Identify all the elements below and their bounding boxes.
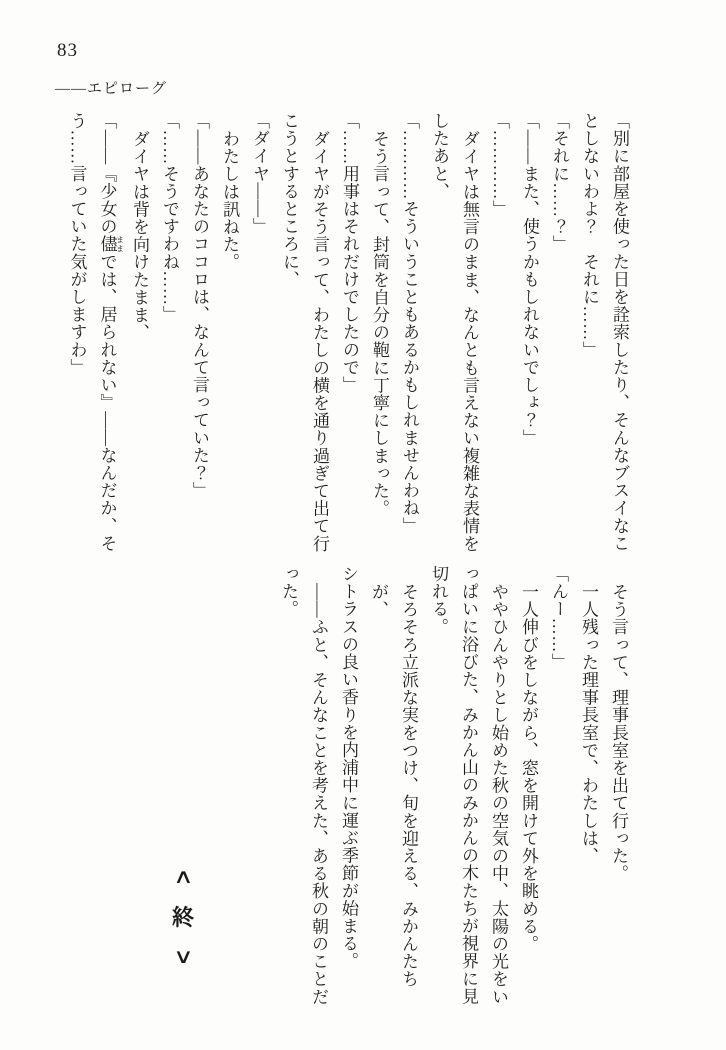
text-line: したあと、 <box>430 112 449 200</box>
text-line: 一人伸びをしながら、窓を開けて外を眺める。 <box>519 582 538 953</box>
text-line: ややひんやりとし始めた秋の空気の中、太陽の光をい <box>489 582 508 1005</box>
text-line: こうとするところに、 <box>280 112 299 288</box>
text-line: 「別に部屋を使った日を詮索したり、そんなブスイなこ <box>610 112 629 552</box>
text-line: ダイヤは無言のまま、なんとも言えない複雑な表情を <box>460 129 479 552</box>
text-line: そろそろ立派な実をつけ、旬を迎える、みかんたちが、 <box>369 582 418 988</box>
end-marker <box>160 864 206 969</box>
end-marker-open-bracket: ∧ <box>172 866 194 888</box>
text-line: 一人残った理事長室で、わたしは、 <box>579 582 598 865</box>
text-line: 「それに……？」 <box>550 112 569 253</box>
text-line: わたしは訊ねた。 <box>220 129 239 271</box>
end-marker-close-bracket: ∨ <box>172 946 194 968</box>
text-line: シトラスの良い香りを内浦中に運ぶ季節が始まる。 <box>339 565 358 970</box>
text-line: 「ダイヤ――」 <box>250 112 269 236</box>
chapter-header: ――エピローグ <box>55 81 168 97</box>
text-line: った。 <box>279 565 298 618</box>
text-line: ダイヤがそう言って、わたしの横を通り過ぎて出て行 <box>310 129 329 552</box>
text-line: 「んー……」 <box>549 565 568 671</box>
text-line: 「…………」 <box>490 112 509 218</box>
text-band-top <box>62 112 635 562</box>
text-line: そう言って、封筒を自分の鞄に丁寧にしまった。 <box>370 129 389 517</box>
ruby-annotated-text: 儘 まま <box>97 235 125 253</box>
text-line: 「…………そういうこともあるかもしれませんわね」 <box>400 112 419 535</box>
page-number: 83 <box>57 40 78 61</box>
text-line: ――ふと、そんなことを考えた、ある秋の朝のことだ <box>309 582 328 1005</box>
text-line: 「……そうですわね……」 <box>160 112 179 324</box>
text-line: っぱいに浴びた、みかん山のみかんの木たちが視界に見 <box>459 565 478 1005</box>
text-line: そう言って、理事長室を出て行った。 <box>609 582 628 882</box>
text-line: ダイヤは背を向けたまま、 <box>130 129 149 341</box>
text-band-bottom <box>273 565 633 1015</box>
text-line: としないわよ？ それに……」 <box>580 112 599 359</box>
text-line: 「……用事はそれだけでしたので」 <box>340 112 359 394</box>
text-line: 「――『少女の儘 ままでは、居られない』――なんだか、そ <box>97 112 125 553</box>
text-line: 「――あなたのココロは、なんて言っていた？」 <box>190 112 209 500</box>
text-line: 切れる。 <box>429 565 448 636</box>
end-marker-label: 終 <box>171 905 194 930</box>
text-line: 「――また、使うかもしれないでしょ？」 <box>520 112 539 447</box>
text-line: う……言っていた気がしますわ」 <box>67 112 87 376</box>
